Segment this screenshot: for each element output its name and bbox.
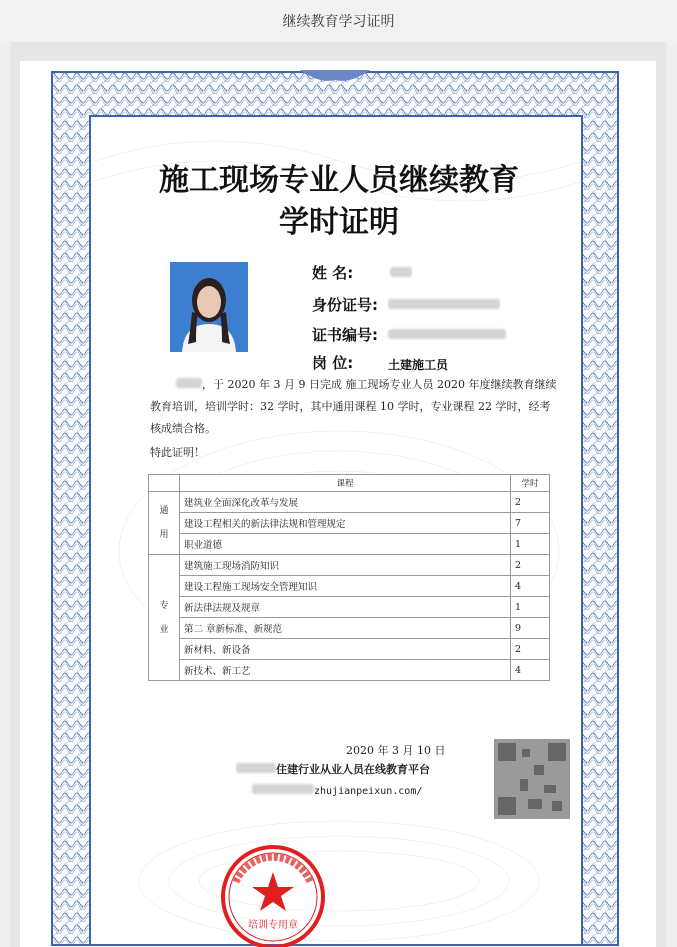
- person-photo-icon: [170, 262, 248, 352]
- table-row: [149, 597, 550, 618]
- qr-code-icon: [494, 739, 570, 819]
- course-hours: 9: [511, 618, 550, 639]
- course-hours: 4: [511, 576, 550, 597]
- header-hours: 学时: [511, 475, 550, 492]
- special-statement: 特此证明！: [150, 446, 205, 459]
- course-name: 新法律法规及规章: [180, 597, 511, 618]
- category-professional: 专 业: [149, 555, 180, 681]
- header-course: 课程: [180, 475, 511, 492]
- course-hours: 2: [511, 639, 550, 660]
- course-hours: 2: [511, 555, 550, 576]
- table-header-row: [149, 475, 550, 492]
- name-label: 姓 名:: [312, 264, 354, 282]
- table-row: [149, 576, 550, 597]
- post-value: 土建施工员: [388, 358, 449, 372]
- course-name: 建筑施工现场消防知识: [180, 555, 511, 576]
- issuer-prefix-redacted: [236, 763, 276, 773]
- issue-date: 2020 年 3 月 10 日: [346, 744, 446, 757]
- table-row: [149, 618, 550, 639]
- course-hours: 1: [511, 534, 550, 555]
- seal-text: 培训专用章: [248, 920, 298, 931]
- category-general: 通 用: [149, 492, 180, 555]
- certificate-title: [100, 160, 578, 244]
- body-text: ，于 2020 年 3 月 9 日完成 施工现场专业人员 2020 年度继续教育继续教育培训，培训学时：32 学时，其中通用课程 10 学时，专业课程 22 学时，经考核成绩合格。: [150, 378, 557, 435]
- table-row: [149, 639, 550, 660]
- table-row: [149, 534, 550, 555]
- title-line-2: 学时证明: [279, 205, 399, 240]
- course-hours: 7: [511, 513, 550, 534]
- id-value-redacted: [388, 298, 500, 312]
- certificate-body: [150, 374, 560, 440]
- table-row: [149, 555, 550, 576]
- course-name: 新材料、新设备: [180, 639, 511, 660]
- trainee-name-redacted: [176, 378, 202, 388]
- id-photo: [170, 262, 248, 352]
- course-table: [148, 474, 550, 681]
- cert-no-value-redacted: [388, 328, 506, 342]
- course-name: 职业道德: [180, 534, 511, 555]
- name-value-redacted: [390, 266, 412, 280]
- url-prefix-redacted: [252, 784, 314, 794]
- url-text: zhujianpeixun.com/: [314, 786, 423, 797]
- title-line-1: 施工现场专业人员继续教育: [159, 163, 519, 198]
- table-row: [149, 660, 550, 681]
- id-label: 身份证号:: [312, 296, 378, 314]
- website-url: [252, 784, 422, 797]
- page-title: 继续教育学习证明: [0, 0, 677, 44]
- platform-name: 住建行业从业人员在线教育平台: [276, 763, 430, 776]
- course-hours: 1: [511, 597, 550, 618]
- course-name: 建筑业全面深化改革与发展: [180, 492, 511, 513]
- course-name: 第二 章新标准、新规范: [180, 618, 511, 639]
- issuer-platform: [236, 761, 430, 777]
- course-name: 新技术、新工艺: [180, 660, 511, 681]
- course-hours: 4: [511, 660, 550, 681]
- course-name: 建设工程施工现场安全管理知识: [180, 576, 511, 597]
- cert-no-label: 证书编号:: [312, 326, 378, 344]
- table-row: [149, 513, 550, 534]
- table-row: [149, 492, 550, 513]
- course-hours: 2: [511, 492, 550, 513]
- official-seal-icon: [218, 842, 328, 947]
- post-label: 岗 位:: [312, 354, 354, 372]
- course-name: 建设工程相关的新法律法规和管理规定: [180, 513, 511, 534]
- header-category: [149, 475, 180, 492]
